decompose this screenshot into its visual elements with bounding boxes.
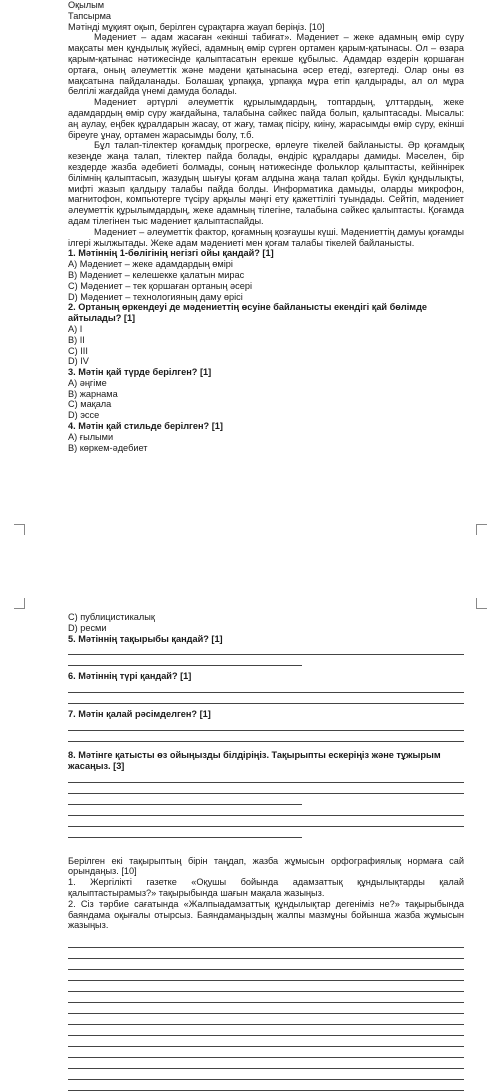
answer-line[interactable] bbox=[68, 1080, 464, 1091]
section-heading: Оқылым bbox=[68, 0, 105, 10]
page1-content bbox=[68, 0, 464, 453]
answer-line[interactable] bbox=[68, 1058, 464, 1069]
answer-line[interactable] bbox=[68, 992, 464, 1003]
question-5: 5. Мәтіннің тақырыбы қандай? [1] bbox=[68, 633, 223, 644]
worksheet-page-2 bbox=[0, 592, 500, 1083]
answer-line[interactable] bbox=[68, 937, 464, 948]
paragraph-4: Мәдениет – әлеуметтік фактор, қоғамның қозғаушы күші. Мәдениеттің дамуы қоғамды ілгері жылжытады. Жеке адам мәдениеті мен қоғам талабы тікелей байланысты. bbox=[68, 226, 464, 248]
crop-mark bbox=[476, 524, 487, 535]
answer-line[interactable] bbox=[68, 959, 464, 970]
q3-option: B) жарнама bbox=[68, 388, 118, 399]
q1-option: C) Мәдениет – тек қоршаған ортаның әсері bbox=[68, 280, 253, 291]
q2-option: C) III bbox=[68, 345, 88, 356]
answer-line[interactable] bbox=[68, 827, 302, 838]
page2-content bbox=[68, 612, 464, 1091]
question-6: 6. Мәтіннің түрі қандай? [1] bbox=[68, 671, 192, 682]
answer-line[interactable] bbox=[68, 948, 464, 959]
answer-line[interactable] bbox=[68, 794, 302, 805]
writing-topic-2: 2. Сіз тәрбие сағатында «Жалпыадамзаттық құндылықтар дегеніміз не?» тақырыбында баяндама оқығалы отырсыз. Баяндамаңыздың жалпы мазмұны бойынша жазба жұмысын жазыңыз. bbox=[68, 898, 464, 931]
q2-option: D) IV bbox=[68, 356, 89, 367]
crop-mark bbox=[14, 598, 25, 609]
answer-line[interactable] bbox=[68, 682, 464, 693]
q1-option: B) Мәдениет – келешекке қалатын мирас bbox=[68, 269, 245, 280]
q3-option: D) эссе bbox=[68, 410, 100, 421]
answer-line[interactable] bbox=[68, 1069, 464, 1080]
answer-line[interactable] bbox=[68, 655, 302, 666]
answer-line[interactable] bbox=[68, 644, 464, 655]
crop-mark bbox=[476, 598, 487, 609]
question-3: 3. Мәтін қай түрде берілген? [1] bbox=[68, 367, 212, 378]
answer-line[interactable] bbox=[68, 731, 464, 742]
page-gap bbox=[0, 548, 500, 592]
answer-line[interactable] bbox=[68, 720, 464, 731]
paragraph-1: Мәдениет – адам жасаған «екінші табиғат». Мәдениет – жеке адамның өмір сүру мақсаты мен құндылық жүйесі, адамның өмір сүрген ортамен қарым-қатынасы. Ол – өзара қарым-қатынас нәтижесінде қалыптасатын ерекше құбылыс. Адамдар өздерін қоршаған ортаға, оның әлеуметтік және мәдени қатынасына әсер етеді, өзгертеді. Олар оны өз мақсатына пайдаланады. Болашақ ұрпаққа, ұрпаққа мұра етіп қалдырады, ал ол мұра белгілі жағдайда үнемі дамуда болады. bbox=[68, 32, 464, 97]
paragraph-2: Мәдениет әртүрлі әлеуметтік құрылымдардың, топтардың, ұлттардың, жеке адамдардың өмір сүру жағдайына, талабына сәйкес пайда болып, қалыптасады. Мысалы: аң аулау, еңбек құралдарын жасау, от жағу, тамақ пісіру, киіну, жарасымды өмір сүру, екінші біреуге ұнау, ортамен жарасымды болу, т.б. bbox=[68, 97, 464, 140]
answer-line[interactable] bbox=[68, 772, 464, 783]
writing-topic-1: 1. Жергілікті газетке «Оқушы бойында адамзаттық құндылықтарды қалай қалыптастырамыз?» тақырыбында шағын мақала жазыңыз. bbox=[68, 877, 464, 898]
answer-line[interactable] bbox=[68, 816, 464, 827]
question-1: 1. Мәтіннің 1-бөлігінің негізгі ойы қандай? [1] bbox=[68, 248, 274, 259]
paragraph-3: Бұл талап-тілектер қоғамдық прогреске, өрлеуге тікелей байланысты. Әр қоғамдық кезеңде жаңа талап, тілектер пайда болады, өндіріс құралдары дамиды. Мәселен, бір кездерде жазба әдебиеті болмады, соның нәтижесінде фольклор қалыптасты, кейіннірек білімнің қалыптасып, жазудың шығуы қоғам алдына жаңа талап қойды. Бүкіл құндылықты, мифті жазып қалдыру талабы пайда болды. Информатика дамыды, оларды микрофон, магнитофон, компьютерге түсіру арқылы мәңгі ету қажеттілігі туындады. Сейтіп, мәдениет әлеуметтік құрылымдардың, жеке адамның тілегіне, талабына сәйкес қалыптасты. Қоғамда адам тілегінен тыс мәдениет қалыптаспайды. bbox=[68, 140, 464, 226]
answer-line[interactable] bbox=[68, 783, 464, 794]
question-8: 8. Мәтінге қатысты өз ойыңызды білдіріңіз. Тақырыпты ескеріңіз және тұжырым жасаңыз. [3] bbox=[68, 749, 441, 771]
q2-option: B) II bbox=[68, 334, 85, 345]
q2-option: A) I bbox=[68, 323, 83, 334]
answer-line[interactable] bbox=[68, 1003, 464, 1014]
q1-option: D) Мәдениет – технологияның даму өрісі bbox=[68, 291, 243, 302]
question-2: 2. Ортаның өркендеуі де мәдениеттің өсуіне байланысты екендігі қай бөлімде айтылады? [1] bbox=[68, 302, 428, 324]
instruction: Мәтінді мұқият оқып, берілген сұрақтарға жауап беріңіз. [10] bbox=[68, 21, 325, 32]
q3-option: A) әңгіме bbox=[68, 377, 107, 388]
question-4: 4. Мәтін қай стильде берілген? [1] bbox=[68, 421, 223, 432]
task-title: Тапсырма bbox=[68, 10, 112, 21]
answer-line[interactable] bbox=[68, 1036, 464, 1047]
answer-line[interactable] bbox=[68, 1047, 464, 1058]
q3-option: C) мақала bbox=[68, 399, 112, 410]
q4-option: D) ресми bbox=[68, 622, 107, 633]
crop-mark bbox=[14, 524, 25, 535]
q4-option: A) ғылыми bbox=[68, 431, 114, 442]
q1-option: A) Мәдениет – жеке адамдардың өмірі bbox=[68, 259, 233, 270]
q4-option: B) көркем-әдебиет bbox=[68, 442, 148, 453]
answer-line[interactable] bbox=[68, 693, 464, 704]
answer-line[interactable] bbox=[68, 1014, 464, 1025]
q4-option: C) публицистикалық bbox=[68, 612, 155, 622]
answer-line[interactable] bbox=[68, 981, 464, 992]
question-7: 7. Мәтін қалай рәсімделген? [1] bbox=[68, 709, 211, 720]
answer-line[interactable] bbox=[68, 1025, 464, 1036]
answer-line[interactable] bbox=[68, 970, 464, 981]
writing-intro: Берілген екі тақырыптың бірін таңдап, жазба жұмысын орфографиялық нормаға сай орындаңыз. [10] bbox=[68, 855, 464, 877]
answer-line[interactable] bbox=[68, 805, 464, 816]
